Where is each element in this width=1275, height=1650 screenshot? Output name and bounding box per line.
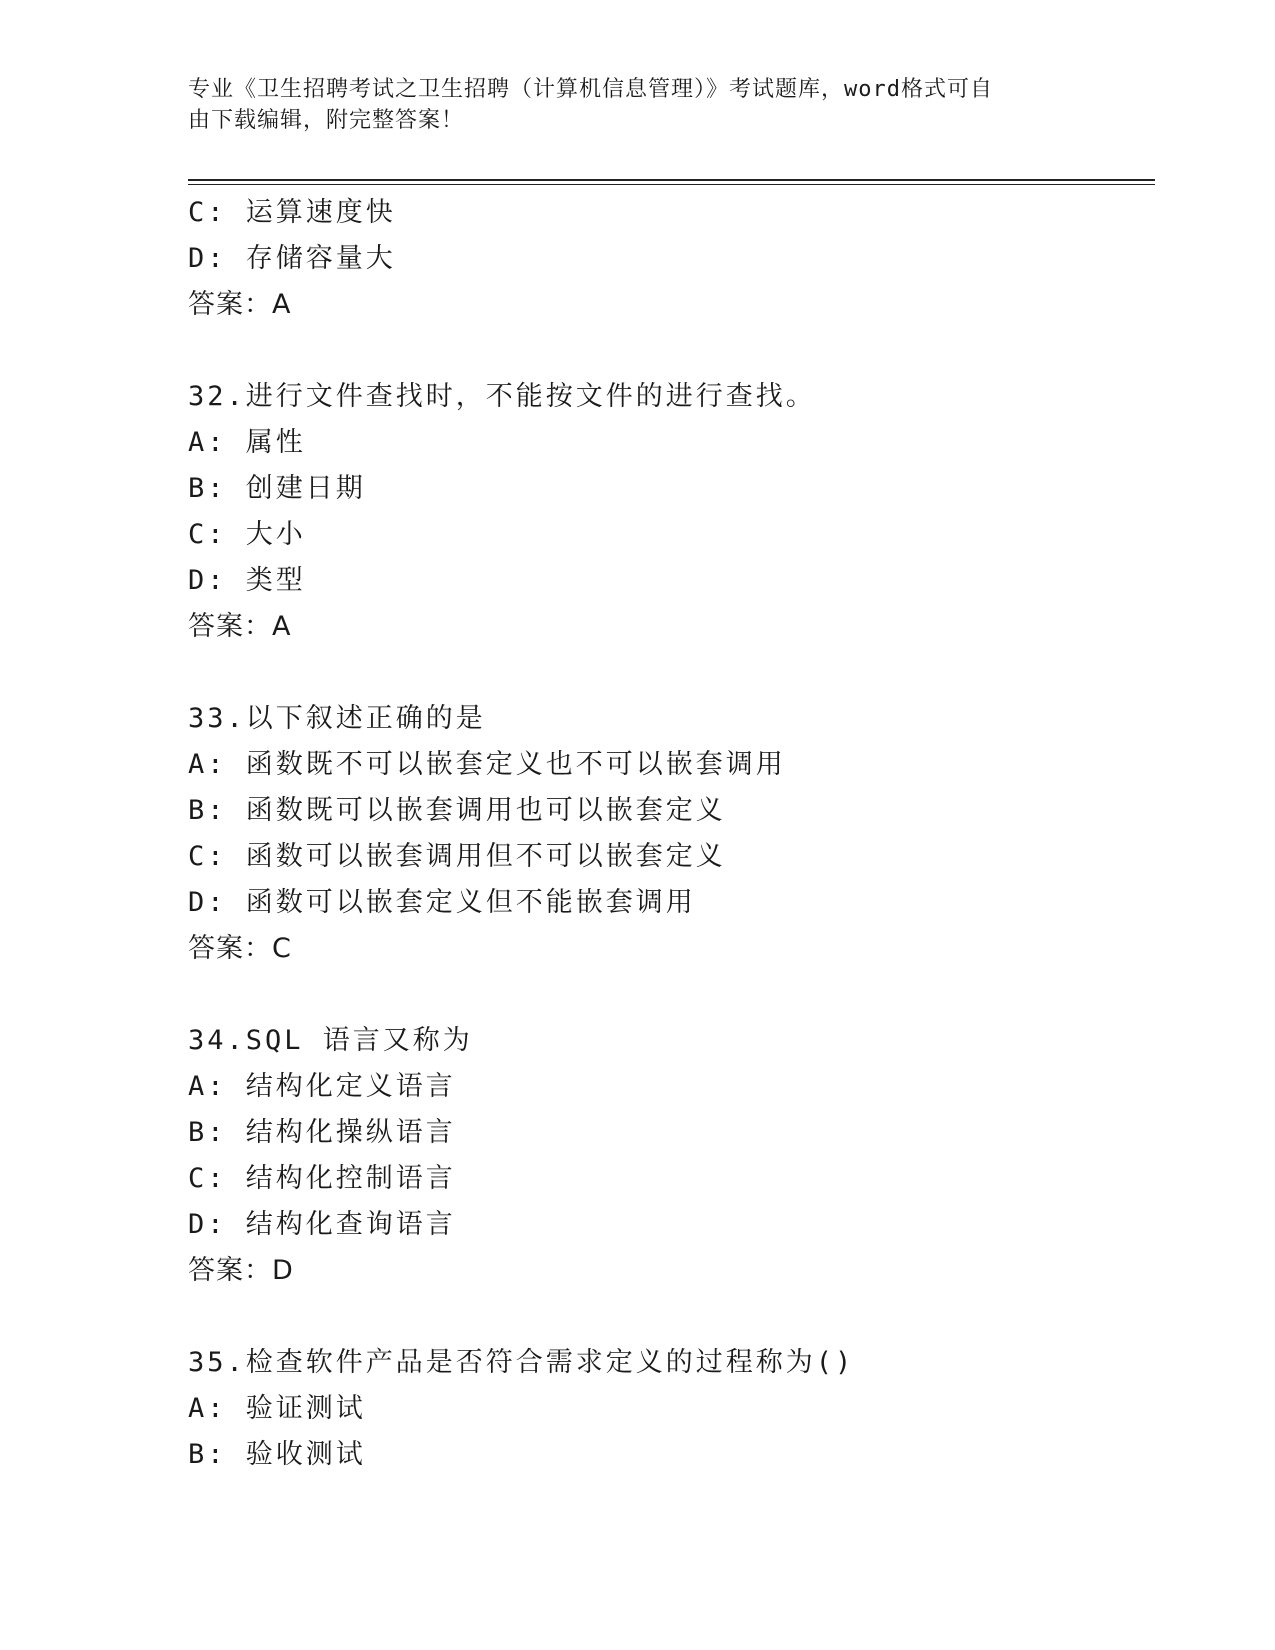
option-d: D: 结构化查询语言 [188, 1209, 456, 1240]
question-block [188, 1018, 1148, 1294]
block-spacer [188, 650, 1148, 696]
header-rule-thick [188, 179, 1155, 181]
option-a: A: 属性 [188, 427, 306, 458]
answer-line: 答案：A [188, 611, 292, 642]
header-line-2: 由下载编辑，附完整答案！ [188, 108, 465, 133]
header-rule-thin [188, 184, 1155, 185]
answer-line: 答案：C [188, 933, 292, 964]
block-spacer [188, 972, 1148, 1018]
question-text: 33.以下叙述正确的是 [188, 703, 486, 734]
question-block [188, 190, 1148, 328]
option-c: C: 结构化控制语言 [188, 1163, 456, 1194]
answer-line: 答案：A [188, 289, 292, 320]
option-b: B: 创建日期 [188, 473, 366, 504]
option-b: B: 结构化操纵语言 [188, 1117, 456, 1148]
option-c: C: 运算速度快 [188, 197, 396, 228]
option-a: A: 函数既不可以嵌套定义也不可以嵌套调用 [188, 749, 786, 780]
block-spacer [188, 1294, 1148, 1340]
question-block [188, 1340, 1148, 1478]
option-c: C: 函数可以嵌套调用但不可以嵌套定义 [188, 841, 726, 872]
question-text: 35.检查软件产品是否符合需求定义的过程称为() [188, 1347, 855, 1378]
option-d: D: 函数可以嵌套定义但不能嵌套调用 [188, 887, 696, 918]
option-b: B: 函数既可以嵌套调用也可以嵌套定义 [188, 795, 726, 826]
answer-line: 答案：D [188, 1255, 294, 1286]
block-spacer [188, 328, 1148, 374]
option-c: C: 大小 [188, 519, 306, 550]
header-line-1: 专业《卫生招聘考试之卫生招聘（计算机信息管理）》考试题库，word格式可自 [188, 77, 993, 102]
question-list [188, 190, 1148, 1478]
option-d: D: 类型 [188, 565, 306, 596]
option-b: B: 验收测试 [188, 1439, 366, 1470]
question-text: 34.SQL 语言又称为 [188, 1025, 473, 1056]
option-a: A: 验证测试 [188, 1393, 366, 1424]
question-block [188, 374, 1148, 650]
option-a: A: 结构化定义语言 [188, 1071, 456, 1102]
document-header [188, 74, 1088, 136]
question-block [188, 696, 1148, 972]
question-text: 32.进行文件查找时，不能按文件的进行查找。 [188, 381, 816, 412]
option-d: D: 存储容量大 [188, 243, 396, 274]
